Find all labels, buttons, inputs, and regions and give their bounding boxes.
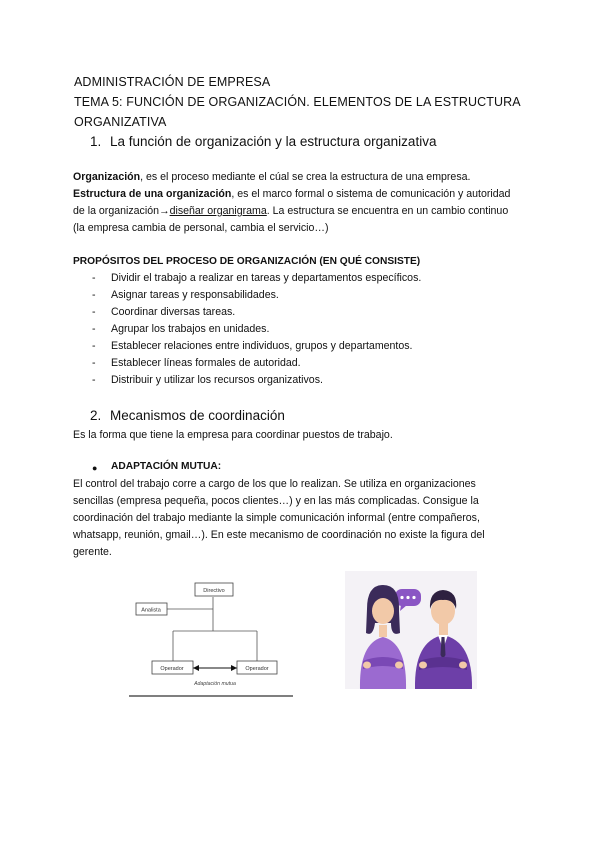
bullet-icon: ● bbox=[92, 463, 98, 473]
topic-title: TEMA 5: FUNCIÓN DE ORGANIZACIÓN. ELEMENTOS DE LA ESTRUCTURA bbox=[74, 95, 521, 109]
list-item: Establecer relaciones entre individuos, grupos y departamentos. bbox=[111, 340, 413, 352]
diagram-caption: Adaptación mutua bbox=[194, 681, 236, 687]
term-organizacion: Organización bbox=[73, 171, 141, 183]
label-operador-left: Operador bbox=[160, 666, 184, 672]
dot bbox=[412, 596, 415, 599]
list-item: Coordinar diversas tareas. bbox=[111, 306, 236, 318]
term-estructura: Estructura de una organización bbox=[73, 188, 232, 200]
list-item: Establecer líneas formales de autoridad. bbox=[111, 357, 301, 369]
list-item: Asignar tareas y responsabilidades. bbox=[111, 289, 279, 301]
course-title: ADMINISTRACIÓN DE EMPRESA bbox=[74, 75, 271, 89]
label-directivo: Directivo bbox=[203, 588, 225, 594]
list-dash: - bbox=[92, 357, 96, 369]
paragraph-line: sencillas (empresa pequeña, pocos clientes…) y en las más complicadas. Consigue la bbox=[73, 495, 479, 507]
list-item: Dividir el trabajo a realizar en tareas y departamentos específicos. bbox=[111, 272, 422, 284]
label-analista: Analista bbox=[141, 607, 161, 614]
paragraph-line: gerente. bbox=[73, 546, 112, 558]
arrow-head-left bbox=[193, 665, 199, 671]
organigrama-link: diseñar organigrama bbox=[169, 205, 267, 217]
section-1-title: La función de organización y la estructura organizativa bbox=[110, 134, 437, 149]
list-item: Distribuir y utilizar los recursos organizativos. bbox=[111, 374, 323, 386]
arrow-icon: → bbox=[159, 205, 170, 217]
list-dash: - bbox=[92, 340, 96, 352]
list-item: Agrupar los trabajos en unidades. bbox=[111, 323, 270, 335]
list-dash: - bbox=[92, 374, 96, 386]
list-dash: - bbox=[92, 306, 96, 318]
paragraph-line: coordinación del trabajo mediante la simple comunicación informal (entre compañeros, bbox=[73, 512, 480, 524]
label-operador-right: Operador bbox=[245, 666, 269, 672]
paragraph-line: El control del trabajo corre a cargo de los que lo realizan. Se utiliza en organizaciones bbox=[73, 478, 476, 490]
text-span: . La estructura se encuentra en un cambio continuo bbox=[266, 205, 509, 217]
team-illustration bbox=[345, 571, 477, 689]
section-2-title: Mecanismos de coordinación bbox=[110, 408, 285, 423]
illustration-svg bbox=[345, 571, 477, 689]
arrow-head-right bbox=[231, 665, 237, 671]
paragraph-line: whatsapp, reunión, gmail…). En este mecanismo de coordinación no existe la figura del bbox=[73, 529, 485, 541]
mutual-adjustment-diagram bbox=[127, 571, 295, 699]
list-dash: - bbox=[92, 272, 96, 284]
man-figure bbox=[415, 590, 472, 689]
dot bbox=[400, 596, 403, 599]
section-2-number: 2. bbox=[90, 408, 102, 423]
text-span: de la organización bbox=[73, 205, 159, 217]
definition-text: , es el proceso mediante el cúal se crea la estructura de una empresa. bbox=[140, 171, 471, 183]
definition-organizacion bbox=[73, 171, 470, 183]
section-1-number: 1. bbox=[90, 134, 102, 149]
definition-text: , es el marco formal o sistema de comunicación y autoridad bbox=[231, 188, 511, 200]
topic-title-continued: ORGANIZATIVA bbox=[74, 115, 167, 129]
definition-estructura-line2 bbox=[73, 205, 508, 217]
adaptacion-mutua-heading: ADAPTACIÓN MUTUA: bbox=[111, 461, 222, 472]
definition-estructura bbox=[73, 188, 510, 200]
definition-estructura-line3: (la empresa cambia de personal, cambia el servicio…) bbox=[73, 222, 329, 234]
dot bbox=[406, 596, 409, 599]
list-dash: - bbox=[92, 323, 96, 335]
list-dash: - bbox=[92, 289, 96, 301]
diagram-svg bbox=[127, 571, 295, 699]
section-2-intro: Es la forma que tiene la empresa para coordinar puestos de trabajo. bbox=[73, 429, 393, 441]
purposes-heading: PROPÓSITOS DEL PROCESO DE ORGANIZACIÓN (EN QUÉ CONSISTE) bbox=[73, 256, 421, 267]
